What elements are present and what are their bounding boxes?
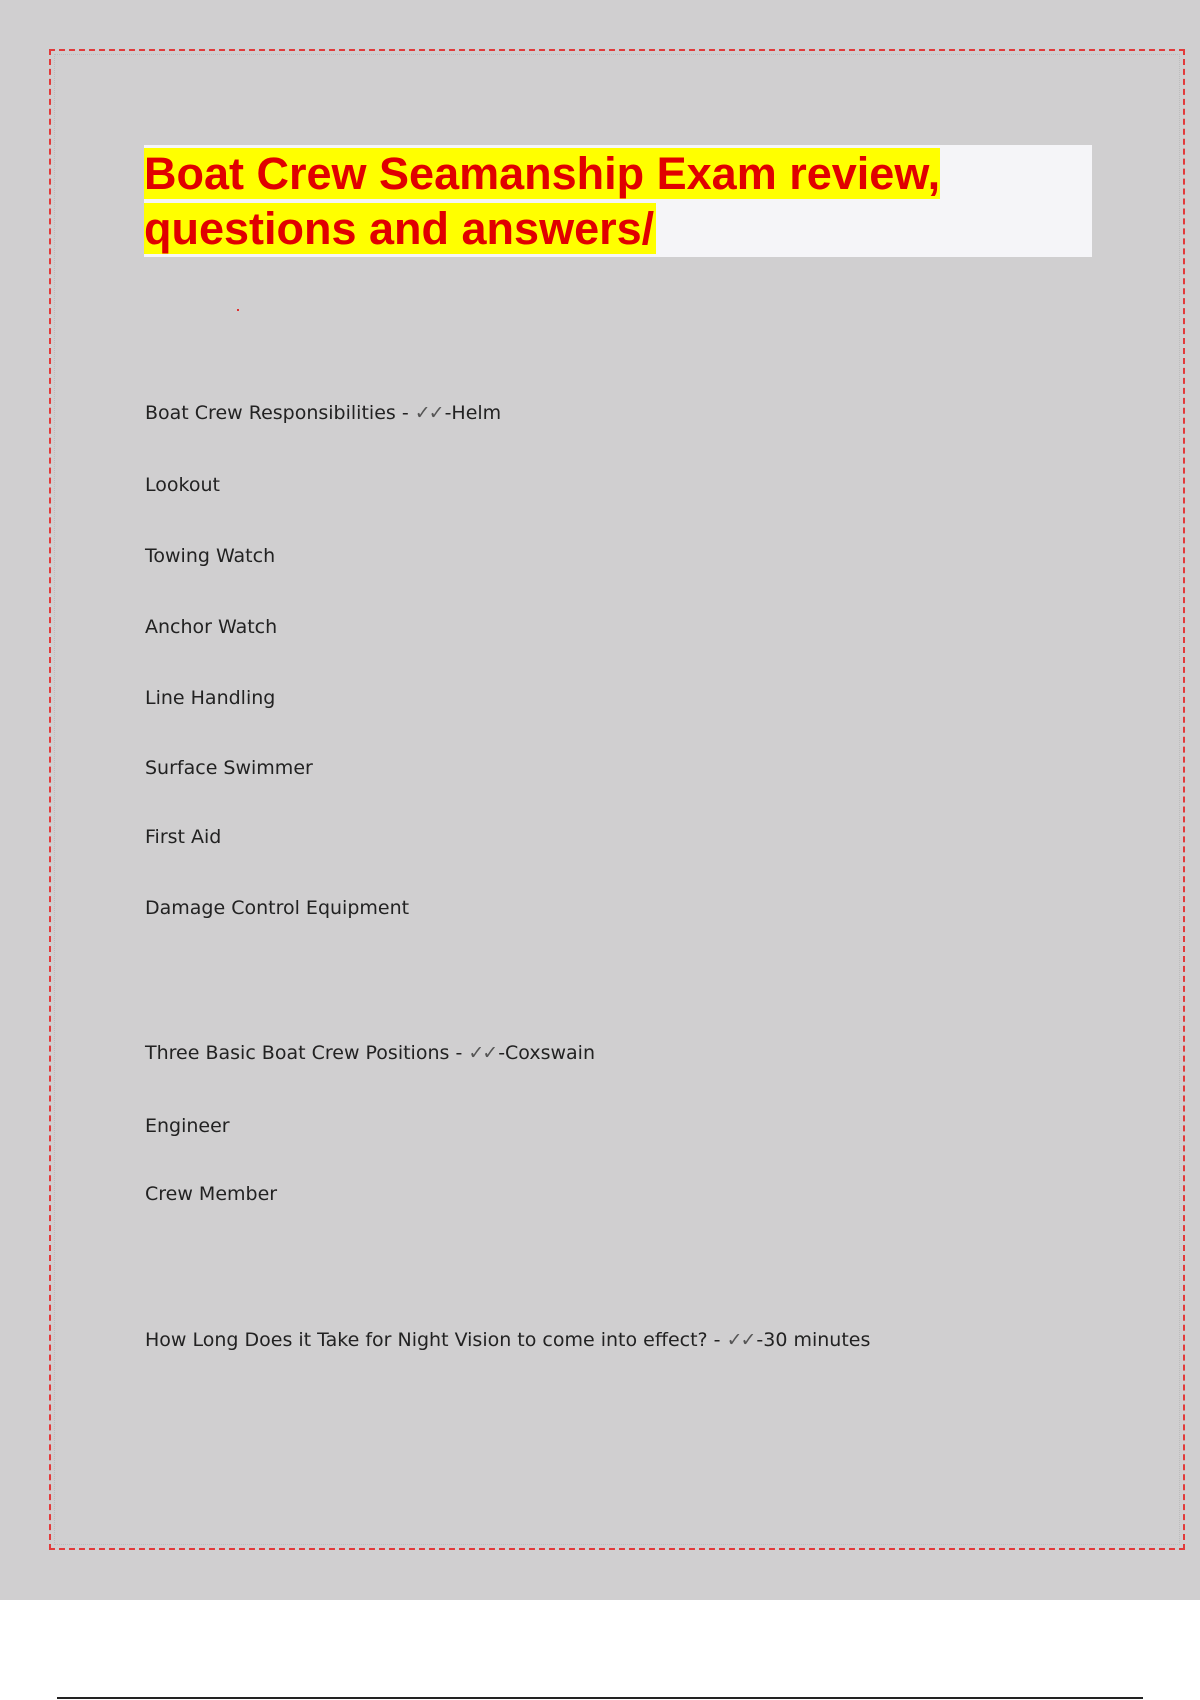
double-check-icon: ✓✓ bbox=[414, 402, 443, 424]
document-title bbox=[144, 146, 1044, 256]
qa-1-answer-item: Damage Control Equipment bbox=[145, 897, 410, 919]
qa-3-question: How Long Does it Take for Night Vision to come into effect? - bbox=[145, 1329, 727, 1351]
title-highlight: Boat Crew Seamanship Exam review, questions and answers/ bbox=[144, 148, 941, 254]
qa-1-answer-item: First Aid bbox=[145, 826, 222, 848]
qa-1-answer-item: Line Handling bbox=[145, 687, 276, 709]
double-check-icon: ✓✓ bbox=[468, 1042, 497, 1064]
qa-1-answer-item: Anchor Watch bbox=[145, 616, 278, 638]
footer-rule bbox=[57, 1697, 1143, 1699]
qa-2-answer-item: Engineer bbox=[145, 1115, 230, 1137]
qa-2-question: Three Basic Boat Crew Positions - bbox=[145, 1042, 469, 1064]
double-check-icon: ✓✓ bbox=[726, 1329, 755, 1351]
qa-1-answer-item: Surface Swimmer bbox=[145, 757, 313, 779]
qa-1-question-line bbox=[145, 401, 501, 425]
qa-3-question-line bbox=[145, 1328, 870, 1352]
qa-2-answer: -Coxswain bbox=[498, 1042, 595, 1064]
qa-1-question: Boat Crew Responsibilities - bbox=[145, 402, 415, 424]
qa-2-question-line bbox=[145, 1041, 595, 1065]
qa-1-answer-item: Towing Watch bbox=[145, 545, 276, 567]
qa-1-answer: -Helm bbox=[444, 402, 502, 424]
page-border-inner bbox=[54, 54, 1180, 1545]
qa-1-answer-item: Lookout bbox=[145, 474, 220, 496]
qa-3-answer: -30 minutes bbox=[756, 1329, 871, 1351]
stray-mark bbox=[237, 309, 239, 311]
qa-2-answer-item: Crew Member bbox=[145, 1183, 278, 1205]
